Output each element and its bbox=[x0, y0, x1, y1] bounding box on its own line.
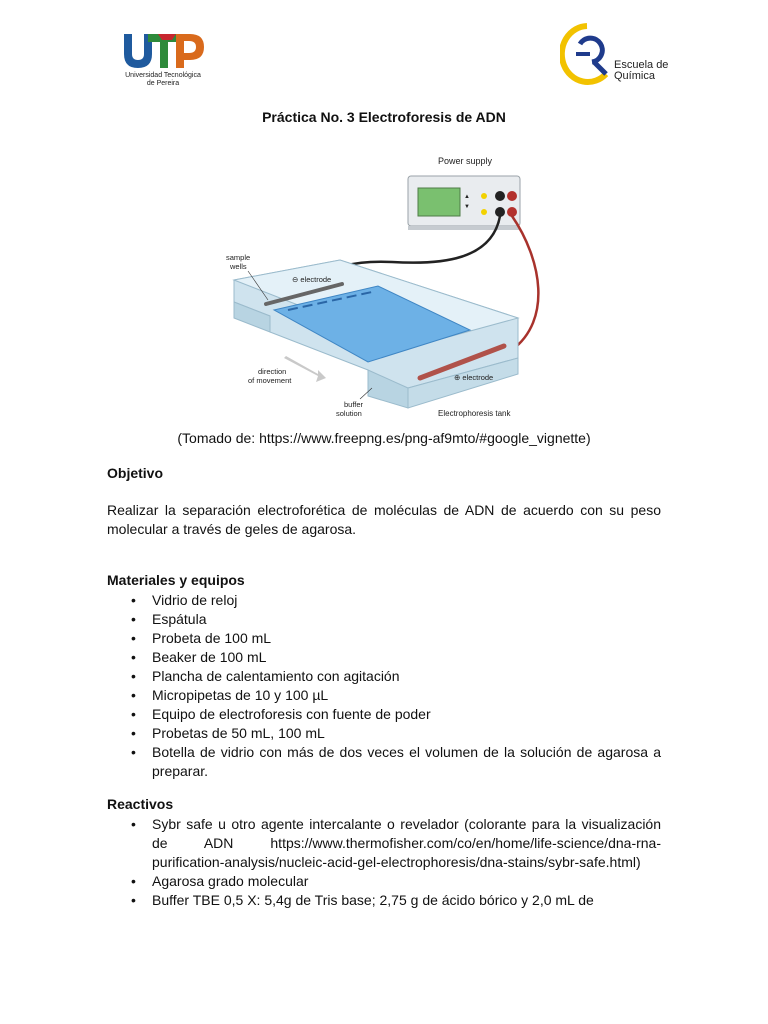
list-item-text: Buffer TBE 0,5 X: 5,4g de Tris base; 2,75 g de ácido bórico y 2,0 mL de bbox=[152, 892, 594, 908]
sample-wells-label-2: wells bbox=[230, 262, 247, 271]
escuela-quimica-caption-line2: Química bbox=[614, 70, 655, 82]
bullet: • bbox=[131, 611, 136, 627]
list-item-text: Agarosa grado molecular bbox=[152, 873, 309, 889]
list-item bbox=[107, 705, 661, 724]
list-item bbox=[107, 591, 661, 610]
list-item-text: Plancha de calentamiento con agitación bbox=[152, 668, 400, 684]
utp-logo-caption-line2: de Pereira bbox=[146, 80, 180, 87]
escuela-quimica-logo-mark bbox=[560, 22, 614, 86]
positive-electrode-label: ⊕ electrode bbox=[454, 373, 494, 382]
bullet: • bbox=[131, 873, 136, 889]
direction-label-1: direction bbox=[258, 367, 287, 376]
power-supply-label: Power supply bbox=[438, 156, 493, 166]
bullet: • bbox=[131, 687, 136, 703]
objetivo-heading: Objetivo bbox=[107, 465, 164, 481]
bullet: • bbox=[131, 744, 136, 760]
list-item bbox=[107, 815, 661, 872]
list-item-text: Sybr safe u otro agente intercalante o revelador (colorante para la visualización de ADN https://www.thermofisher.com/co/en/home/life-science/dna-rna-purification-analysis/nucleic-acid-gel-electrophoresis/dna-stains/sybr-safe.html) bbox=[152, 816, 661, 870]
electrophoresis-figure bbox=[222, 150, 552, 420]
escuela-quimica-caption-line1: Escuela de bbox=[614, 59, 669, 71]
buffer-label-1: buffer bbox=[344, 400, 364, 409]
utp-logo-mark bbox=[118, 28, 208, 72]
bullet: • bbox=[131, 649, 136, 665]
utp-logo bbox=[118, 28, 208, 90]
materiales-list bbox=[107, 591, 661, 781]
direction-label-2: of movement bbox=[248, 376, 292, 385]
list-item bbox=[107, 686, 661, 705]
list-item bbox=[107, 629, 661, 648]
list-item bbox=[107, 610, 661, 629]
objetivo-text: Realizar la separación electroforética de moléculas de ADN de acuerdo con su peso molecular a través de geles de agarosa. bbox=[107, 502, 661, 537]
reactivos-heading: Reactivos bbox=[107, 796, 174, 812]
list-item bbox=[107, 743, 661, 781]
list-item bbox=[107, 724, 661, 743]
page-title: Práctica No. 3 Electroforesis de ADN bbox=[262, 109, 506, 125]
negative-electrode-label: ⊖ electrode bbox=[292, 275, 332, 284]
bullet: • bbox=[131, 892, 136, 908]
utp-logo-caption-line1: Universidad Tecnológica bbox=[125, 72, 201, 79]
list-item-text: Micropipetas de 10 y 100 µL bbox=[152, 687, 329, 703]
bullet: • bbox=[131, 725, 136, 741]
list-item-text: Vidrio de reloj bbox=[152, 592, 238, 608]
power-supply-icon bbox=[408, 176, 520, 230]
list-item bbox=[107, 891, 661, 910]
svg-text:▲: ▲ bbox=[464, 194, 470, 200]
list-item-text: Espátula bbox=[152, 611, 207, 627]
sample-wells-label-1: sample bbox=[226, 253, 251, 262]
bullet: • bbox=[131, 668, 136, 684]
electrophoresis-tank-icon bbox=[234, 260, 518, 408]
list-item bbox=[107, 648, 661, 667]
materiales-heading: Materiales y equipos bbox=[107, 572, 245, 588]
list-item-text: Beaker de 100 mL bbox=[152, 649, 267, 665]
svg-text:▼: ▼ bbox=[464, 204, 470, 210]
bullet: • bbox=[131, 630, 136, 646]
list-item-text: Probeta de 100 mL bbox=[152, 630, 272, 646]
list-item bbox=[107, 667, 661, 686]
bullet: • bbox=[131, 592, 136, 608]
reactivos-list bbox=[107, 815, 661, 910]
figure-caption: (Tomado de: https://www.freepng.es/png-af9mto/#google_vignette) bbox=[177, 430, 591, 446]
tank-label: Electrophoresis tank bbox=[438, 409, 511, 418]
list-item-text: Probetas de 50 mL, 100 mL bbox=[152, 725, 325, 741]
escuela-quimica-logo bbox=[560, 22, 672, 88]
list-item-text: Botella de vidrio con más de dos veces el volumen de la solución de agarosa a preparar. bbox=[152, 744, 661, 779]
bullet: • bbox=[131, 706, 136, 722]
escuela-quimica-caption bbox=[614, 60, 668, 82]
list-item-text: Equipo de electroforesis con fuente de poder bbox=[152, 706, 431, 722]
list-item bbox=[107, 872, 661, 891]
buffer-label-2: solution bbox=[336, 409, 362, 418]
bullet: • bbox=[131, 816, 136, 832]
